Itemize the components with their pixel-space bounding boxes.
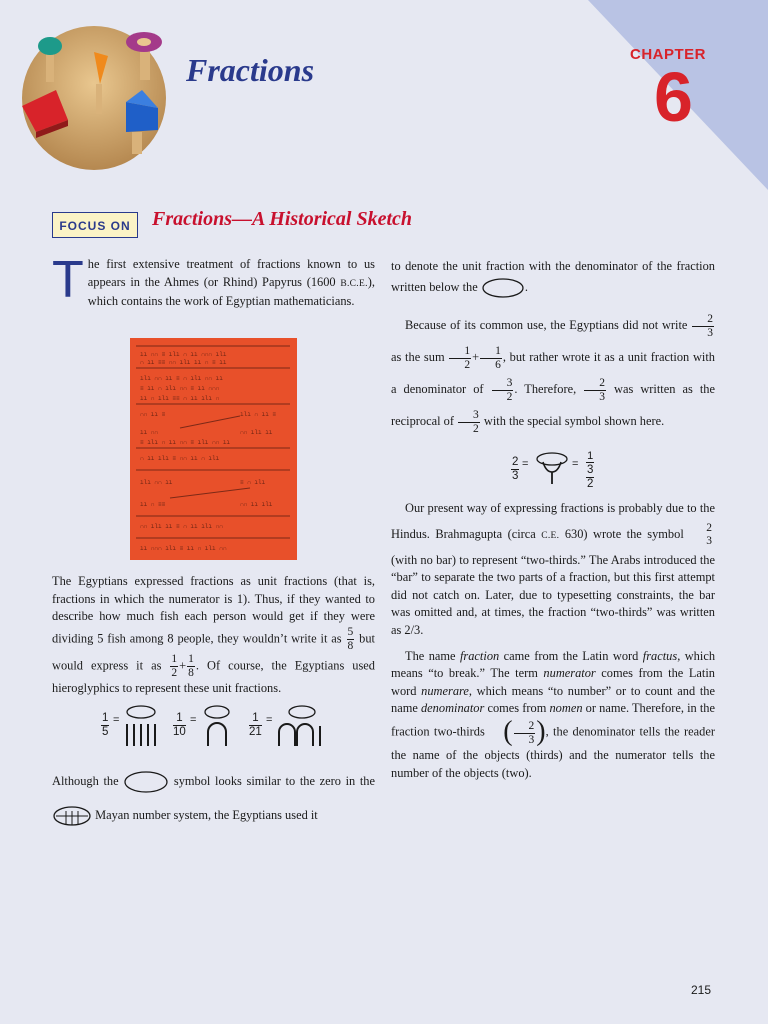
parenthesized-two-thirds: ( $\frac{2}{3}$ ) (503, 715, 546, 747)
reciprocal-compound-fraction: 1 $\frac{3}{2}$ (587, 450, 594, 490)
page-number: 215 (691, 983, 712, 997)
drop-cap: T (52, 251, 84, 309)
svg-text:ıı ∩ ≡≡: ıı ∩ ≡≡ (140, 501, 166, 508)
fraction-3-2: $\frac{3}{2}$ (458, 409, 480, 436)
egyptian-ro-symbol-icon (123, 770, 169, 794)
fraction-3-2: $\frac{3}{2}$ (492, 377, 514, 404)
right-column-top (391, 256, 715, 437)
fraction-1-10: $\frac{1}{10}$ (173, 712, 186, 738)
svg-text:≡ ıı ∩ ılı ∩∩ ≡ ıı ∩∩∩: ≡ ıı ∩ ılı ∩∩ ≡ ıı ∩∩∩ (140, 385, 220, 392)
svg-text:∩∩ ılı ıı ≡ ∩ ıı ılı ∩∩: ∩∩ ılı ıı ≡ ∩ ıı ılı ∩∩ (140, 523, 223, 530)
egyptian-ro-symbol-icon (481, 277, 525, 299)
hindu-origin-paragraph: Our present way of expressing fractions is probably due to the Hindus. Brahmagupta (circa C.E. 630) wrote the symbol 2 3 (with no bar) to represent “two-thirds.” The Arabs introduced the “bar” to separate the two parts of a fraction, but this first attempt did not catch on. Later, due to typesetting constraints, the bar was omitted and, at times, the fraction “two-thirds” was written as 2/3. (391, 501, 715, 637)
two-thirds-hieroglyph-icon (534, 450, 570, 486)
focus-title: Fractions—A Historical Sketch (152, 208, 413, 230)
svg-text:ıı ∩∩∩ ılı ≡ ıı ∩ ılı ∩∩: ıı ∩∩∩ ılı ≡ ıı ∩ ılı ∩∩ (140, 545, 227, 552)
fraction-2-3-no-bar: 2 3 (706, 521, 712, 547)
right-column-body (391, 500, 715, 782)
rhind-papyrus-image (130, 338, 297, 560)
svg-text:∩ ıı ılı ≡ ∩∩ ıı ∩ ılı: ∩ ıı ılı ≡ ∩∩ ıı ∩ ılı (140, 455, 220, 462)
chapter-number: 6 (654, 58, 693, 136)
left-column-intro (52, 251, 375, 311)
chapter-logo-image (18, 22, 170, 170)
fraction-1-6: $\frac{1}{6}$ (480, 345, 502, 372)
svg-text:≡ ∩ ılı: ≡ ∩ ılı (240, 479, 266, 486)
left-column-bottom (52, 764, 375, 832)
mayan-zero-symbol-icon (52, 805, 92, 827)
svg-text:ılı ∩∩ ıı ≡ ∩ ılı ∩∩ ıı: ılı ∩∩ ıı ≡ ∩ ılı ∩∩ ıı (140, 375, 223, 382)
chapter-label: CHAPTER (630, 46, 707, 63)
svg-text:ıı ∩ ılı ≡≡ ∩ ıı ılı ∩: ıı ∩ ılı ≡≡ ∩ ıı ılı ∩ (140, 395, 220, 402)
two-thirds-paragraph: Because of its common use, the Egyptians did not write $\frac{2}{3}$ as the sum $\frac{1}{2}$ + $\frac{1}{6}$ , but rather wrote it as a unit fraction with a denominator of $\frac{3}{2}$ . Therefore, $\frac{2}{3}$ was written as the reciprocal of $\frac{3}{2}$ with the special symbol shown here. (391, 312, 715, 435)
fraction-2-3: $\frac{2}{3}$ (512, 456, 519, 482)
svg-text:ılı ∩ ıı ≡: ılı ∩ ıı ≡ (240, 411, 277, 418)
fraction-1-2: $\frac{1}{2}$ (171, 652, 178, 679)
hieroglyph-one-twentyfirst-icon (276, 704, 328, 748)
fraction-1-21: $\frac{1}{21}$ (249, 712, 262, 738)
svg-text:∩∩ ılı ıı: ∩∩ ılı ıı (240, 429, 273, 436)
hieroglyph-one-fifth-icon (122, 704, 160, 748)
svg-text:ıı ∩∩ ≡ ılı ∩ ıı ∩∩∩ ılı: ıı ∩∩ ≡ ılı ∩ ıı ∩∩∩ ılı (140, 351, 227, 358)
svg-text:ıı ∩∩: ıı ∩∩ (140, 429, 159, 436)
intro-paragraph: The first extensive treatment of fractions known to us appears in the Ahmes (or Rhind) Papyrus (1600 B.C.E.), which contains the work of Egyptian mathematicians. (52, 251, 375, 309)
svg-text:∩∩ ıı ≡: ∩∩ ıı ≡ (140, 411, 166, 418)
svg-text:∩∩ ıı ılı: ∩∩ ıı ılı (240, 501, 273, 508)
textbook-page: Fractions CHAPTER 6 FOCUS ON Fractions—A Historical Sketch The first extensive treatment of fractions known to us appears in the Ahmes (or Rhind) Papyrus (1600 B.C.E.), which contains the work of Egyptian mathematicians. ıı ∩∩ ≡ ılı ∩ ıı ∩∩∩ ılı ∩ ıı ≡≡ ∩∩ ılı ıı ∩ ≡ ıı ılı ∩∩ ıı ≡ ∩ ılı ∩∩ ıı ≡ ıı ∩ ılı ∩∩ ≡ ıı ∩∩∩ ıı ∩ ılı ≡≡ ∩ ıı ılı ∩ ∩∩ ıı ≡ ılı ∩ ıı ≡ ıı ∩∩ ∩∩ ılı ıı ≡ ılı ∩ ıı ∩∩ ≡ ılı ∩∩ ıı ∩ ıı ılı ≡ ∩∩ ıı ∩ ılı ılı ∩∩ ıı ≡ ∩ ılı ıı ∩ ≡≡ ∩∩ ıı ılı ∩∩ ılı ıı ≡ ∩ ıı ılı ∩∩ ıı ∩∩∩ ılı ≡ ıı ∩ ılı ∩∩ The Egyptians expressed fractions as unit fractions (that is, fractions in which the numerator is 1). Thus, if they wanted to describe how much fish each person would get if they were dividing 5 fish among 8 people, they wouldn’t write it as $\frac{5}{8}$ but would express it as $\frac{1}{2}$ + $\frac{1}{8}$ . Of course, the Egyptians used hieroglyphics to represent these unit fractions. $\frac{1}{5}$ = $\frac{1}{10}$ = $\frac{1}{21}$ = Although the symbol looks similar to the zero in the Mayan number system, the Egyptians used it to denote the unit fraction with the denominator of the fraction written below the . Because of its common use, the Egyptians did not write $\frac{2}{3}$ as the sum $\frac{1}{2}$ + $\frac{1}{6}$ , but rather wrote it as a unit fraction with a denominator of $\frac{3}{2}$ . Therefore, $\frac{2}{3}$ was written as the reciprocal of $\frac{3}{2}$ with the special symbol shown here. $\frac{2}{3}$ = = 1 $\frac{3}{2}$ Our present way of expressing fractions is probably due to the Hindus. Brahmagupta (circa C.E. 630) wrote the symbol 2 3 (with no bar) to represent “two-thirds.” The Arabs introduced the “bar” to separate the two parts of a fraction, but this first attempt did not catch on. Later, due to typesetting constraints, the bar was omitted and, at times, the fraction “two-thirds” was written as 2/3. The name fraction came from the Latin word fractus, which means “to break.” The term numerator comes from the Latin word numerare, which means “to number” or to count and the name denominator comes from nomen or name. Therefore, in the fraction two-thirds ( $\frac{2}{3}$ ), the denominator tells the reader the name of the objects (thirds) and the numerator tells the number of the objects (two). 215 (0, 0, 768, 1024)
chapter-title: Fractions (186, 52, 315, 88)
unit-fraction-paragraph: The Egyptians expressed fractions as unit fractions (that is, fractions in which the numerator is 1). Thus, if they wanted to describe how much fish each person would get if they were dividing 5 fish among 8 people, they wouldn’t write it as $\frac{5}{8}$ but would express it as $\frac{1}{2}$ + $\frac{1}{8}$ . Of course, the Egyptians used hieroglyphics to represent these unit fractions. (52, 574, 375, 695)
fraction-1-2: $\frac{1}{2}$ (449, 345, 471, 372)
svg-text:≡ ılı ∩ ıı ∩∩ ≡ ılı ∩∩ ıı: ≡ ılı ∩ ıı ∩∩ ≡ ılı ∩∩ ıı (140, 439, 231, 446)
svg-text:ılı ∩∩ ıı: ılı ∩∩ ıı (140, 479, 173, 486)
hieroglyph-one-tenth-icon (200, 704, 234, 748)
fraction-2-3: $\frac{2}{3}$ (692, 313, 714, 340)
mayan-comparison-paragraph: Although the symbol looks similar to the zero in the Mayan number system, the Egyptians used it (52, 764, 375, 832)
fraction-1-5: $\frac{1}{5}$ (102, 712, 109, 738)
focus-on-badge: FOCUS ON (52, 212, 138, 238)
fraction-5-8: $\frac{5}{8}$ (347, 625, 354, 652)
ro-symbol-paragraph: to denote the unit fraction with the denominator of the fraction written below the . (391, 256, 715, 299)
etymology-paragraph: The name fraction came from the Latin word fractus, which means “to break.” The term numerator comes from the Latin word numerare, which means “to number” or to count and the name denominator comes from nomen or name. Therefore, in the fraction two-thirds ( $\frac{2}{3}$ ), the denominator tells the reader the name of the objects (thirds) and the numerator tells the number of the objects (two). (391, 648, 716, 780)
left-column-body (52, 573, 375, 697)
fraction-2-3: $\frac{2}{3}$ (584, 377, 606, 404)
svg-text:∩ ıı ≡≡ ∩∩ ılı ıı ∩ ≡ ıı: ∩ ıı ≡≡ ∩∩ ılı ıı ∩ ≡ ıı (140, 359, 227, 366)
fraction-1-8: $\frac{1}{8}$ (188, 652, 194, 679)
